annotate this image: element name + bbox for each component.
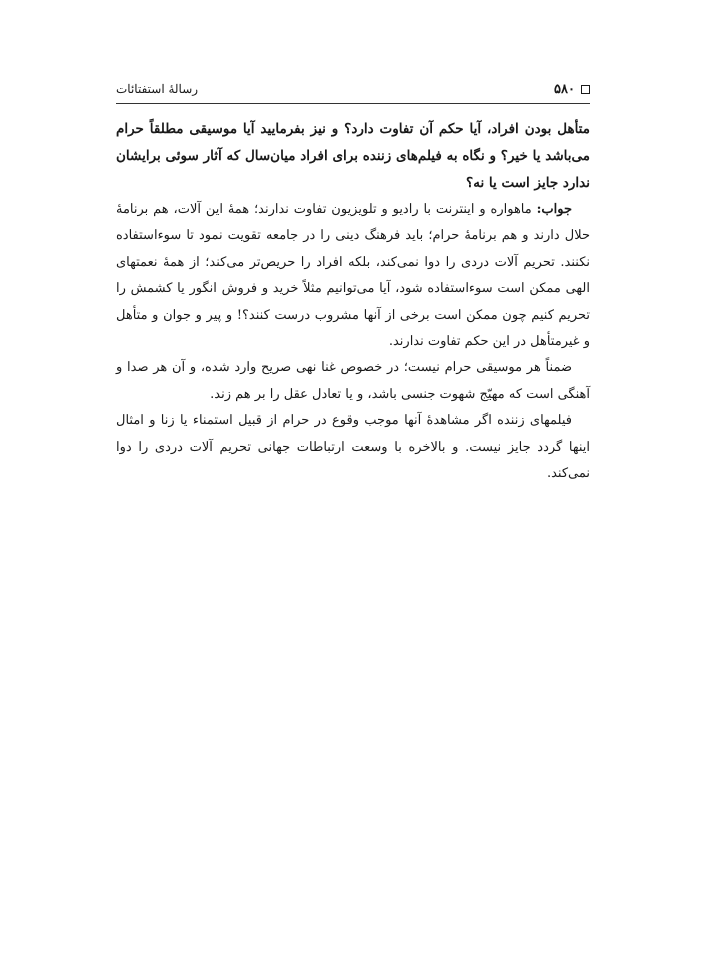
- answer-label: جواب:: [536, 202, 572, 217]
- question-text: متأهل بودن افراد، آیا حکم آن تفاوت دارد؟ و نیز بفرمایید آیا موسیقی مطلقاً حرام می‌باشد یا خیر؟ و نگاه به فیلم‌های زننده برای افراد میان‌سال که آثار سوئی برایشان ندارد جایز است یا نه؟: [116, 121, 590, 191]
- answer-paragraph-1-text: ماهواره و اینترنت با رادیو و تلویزیون تفاوت ندارند؛ همهٔ این آلات، هم برنامهٔ حلال دارند و هم برنامهٔ حرام؛ باید فرهنگ دینی را در جامعه تقویت نمود تا سوءاستفاده نکنند. تحریم آلات دردی را دوا نمی‌کند، بلکه افراد را حریص‌تر می‌کند؛ از همهٔ نعمتهای الهی ممکن است سوءاستفاده شود، آیا می‌توانیم مثلاً خرید و فروش انگور یا کشمش را تحریم کنیم چون ممکن است برخی از آنها مشروب درست کنند؟! و پیر و جوان و متأهل و غیرمتأهل در این حکم تفاوت ندارند.: [116, 202, 590, 350]
- header-rule: [116, 103, 590, 104]
- page-number: ۵۸۰: [554, 81, 575, 97]
- answer-paragraph-2: ضمناً هر موسیقی حرام نیست؛ در خصوص غنا نهی صریح وارد شده، و آن هر صدا و آهنگی است که مهیّج شهوت جنسی باشد، و یا تعادل عقل را بر هم زند.: [116, 360, 590, 402]
- square-bullet-icon: [581, 85, 590, 94]
- answer-paragraph-1: [116, 197, 590, 355]
- running-title: رسالهٔ استفتائات: [116, 82, 199, 96]
- page-header: [116, 78, 590, 100]
- page-number-group: [554, 82, 590, 97]
- page-body: [116, 116, 590, 487]
- answer-paragraph-3: فیلمهای زننده اگر مشاهدهٔ آنها موجب وقوع در حرام از قبیل استمناء یا زنا و امثال اینها گردد جایز نیست. و بالاخره با وسعت ارتباطات جهانی تحریم آلات دردی را دوا نمی‌کند.: [116, 413, 590, 482]
